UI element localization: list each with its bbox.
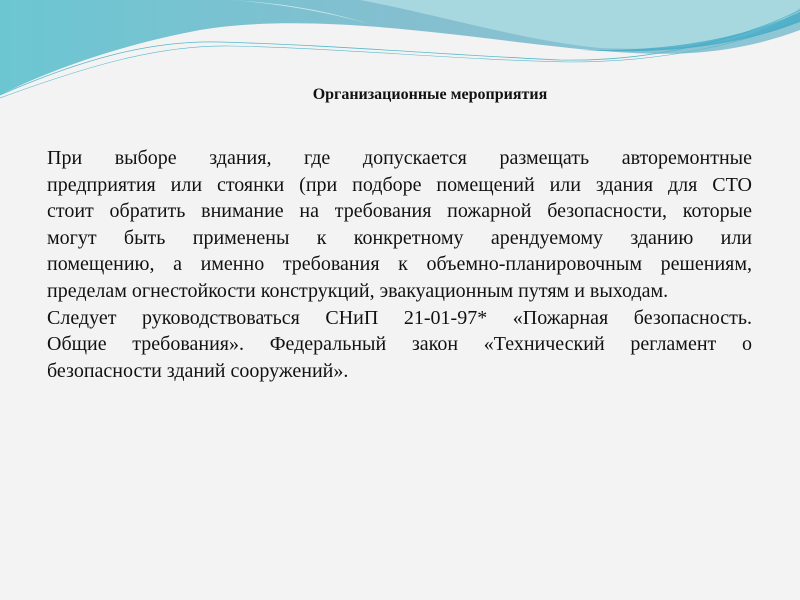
text-line: помещению, а именно требования к объемно-планировочным решениям, [47, 253, 752, 276]
text-line: безопасности зданий сооружений». [47, 359, 349, 382]
text-line: стоит обратить внимание на требования пожарной безопасности, которые [47, 200, 752, 223]
slide-title: Организационные мероприятия [312, 86, 548, 103]
text-line: предприятия или стоянки (при подборе помещений или здания для СТО [47, 173, 752, 196]
text-line: Общие требования». Федеральный закон «Технический регламент о [47, 333, 752, 356]
header-wave-decoration [0, 0, 800, 100]
text-line: При выборе здания, где допускается размещать авторемонтные [47, 147, 752, 169]
slide-body-text [47, 145, 752, 384]
text-line: пределам огнестойкости конструкций, эвакуационным путям и выходам. [47, 279, 669, 302]
text-line: Следует руководствоваться СНиП 21-01-97* «Пожарная безопасность. [47, 306, 752, 329]
text-line: могут быть применены к конкретному арендуемому зданию или [47, 226, 752, 249]
